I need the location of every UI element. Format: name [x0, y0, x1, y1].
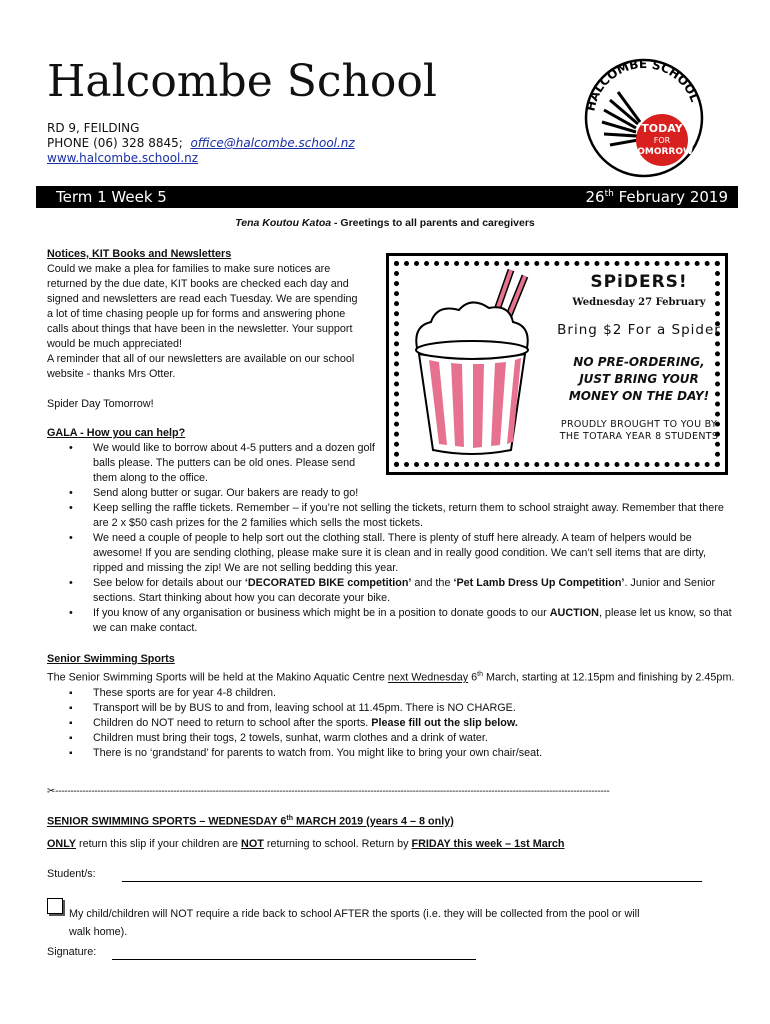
newsletter-date	[585, 186, 728, 208]
logo-today: TODAY	[641, 122, 683, 135]
slip-note-text: return this slip if your children are	[76, 838, 242, 850]
gala-item-text: , please let us know, so that we can make contact.	[93, 607, 732, 634]
slip-not: NOT	[241, 838, 264, 850]
slip-heading-text: MARCH 2019 (years 4 – 8 only)	[292, 815, 454, 828]
gala-item-text: If you know of any organisation or business which might be in a position to donate goods to our	[93, 607, 550, 619]
poster-credit-1: PROUDLY BROUGHT TO YOU BY	[560, 419, 718, 430]
poster-credit-2: THE TOTARA YEAR 8 STUDENTS	[559, 431, 719, 442]
students-field[interactable]	[122, 881, 702, 882]
list-item	[47, 531, 737, 576]
signature-field[interactable]	[112, 959, 476, 960]
greeting	[0, 217, 770, 229]
school-name: Halcombe School	[47, 56, 437, 107]
slip-heading-text: SENIOR SWIMMING SPORTS – WEDNESDAY 6	[47, 815, 287, 828]
gala-item-text: Send along butter or sugar. Our bakers are ready to go!	[93, 487, 359, 499]
fill-slip-note: Please fill out the slip below.	[371, 716, 518, 729]
address-line: RD 9, FEILDING	[47, 121, 140, 135]
swim-day: 6	[468, 671, 478, 684]
swim-sup: th	[477, 671, 483, 678]
poster-no-preorder-1: NO PRE-ORDERING,	[573, 355, 705, 369]
list-item	[47, 576, 737, 606]
notices-para-1: Could we make a plea for families to make sure notices are returned by the due date, KIT books are checked each day and signed and newsletters are read each Tuesday. We are spending a lot of time chasing people up for forms and answering phone calls about things that have been in the newsletter. Your support would be much appreciated!	[47, 263, 358, 350]
gala-heading: GALA - How you can help?	[47, 427, 186, 439]
contact-line	[47, 136, 355, 151]
logo-arc-text: HALCOMBE SCHOOL	[583, 56, 702, 113]
swim-text: The Senior Swimming Sports will be held at the Makino Aquatic Centre	[47, 671, 388, 684]
logo-tomorrow: TOMORROW	[631, 147, 693, 157]
list-item	[47, 486, 737, 501]
cut-line: ✂---------------------------------------------------------------------------------------------------------------------------------------------------------------------------------------	[47, 786, 610, 797]
no-ride-text-2: walk home).	[69, 926, 128, 938]
list-item	[47, 606, 737, 636]
poster-bring: Bring $2 For a Spider	[557, 322, 721, 338]
greeting-maori: Tena Koutou Katoa	[235, 217, 332, 229]
gala-item-text: . Junior and Senior sections. Start thinking about how you can decorate your bike.	[93, 577, 716, 604]
signature-label: Signature:	[47, 946, 97, 958]
slip-heading-sup: th	[286, 815, 293, 822]
gala-item-text: Keep selling the raffle tickets. Remember – if you’re not selling the tickets, return them to school straight away. Remember that there are 2 x $50 cash prizes for the 2 families which sells the most tickets.	[93, 502, 724, 529]
slip-note-text: returning to school. Return by	[263, 838, 412, 850]
gala-item-text: We would like to borrow about 4-5 putters and a dozen golf balls please. The putters can be old ones. Please send them along to the office.	[93, 442, 375, 484]
gala-section	[47, 426, 737, 636]
address-block	[47, 121, 355, 166]
no-ride-checkbox[interactable]	[47, 898, 63, 914]
list-item	[47, 701, 737, 716]
email-link[interactable]: office@halcombe.school.nz	[190, 136, 355, 150]
swim-text: March, starting at 12.15pm and finishing by 2.45pm.	[482, 671, 735, 684]
list-item	[47, 746, 737, 761]
phone-text: PHONE (06) 328 8845;	[47, 136, 183, 150]
notices-para-3: Spider Day Tomorrow!	[47, 398, 154, 410]
term-bar	[36, 186, 738, 208]
lamb-competition: ‘Pet Lamb Dress Up Competition’	[453, 577, 625, 589]
swim-next-wed: next Wednesday	[387, 671, 469, 684]
poster-no-preorder-3: MONEY ON THE DAY!	[568, 389, 710, 403]
swim-item-text: These sports are for year 4-8 children.	[93, 686, 277, 699]
date-suffix: th	[604, 189, 614, 199]
swimming-section	[47, 652, 737, 761]
auction-word: AUCTION	[549, 607, 599, 619]
notices-para-2: A reminder that all of our newsletters are available on our school website - thanks Mrs Otter.	[47, 353, 355, 380]
date-rest: February 2019	[618, 188, 728, 206]
list-item	[47, 441, 378, 486]
date-day: 26	[585, 188, 605, 206]
students-label: Student/s:	[47, 868, 96, 880]
greeting-rest: - Greetings to all parents and caregivers	[331, 217, 535, 229]
swim-item-text: There is no ‘grandstand’ for parents to watch from. You might like to bring your own chair/seat.	[93, 746, 543, 759]
swim-item-text: Transport will be by BUS to and from, leaving school at 11.45pm. There is NO CHARGE.	[93, 701, 516, 714]
list-item	[47, 716, 737, 731]
poster-no-preorder	[539, 354, 739, 405]
school-logo	[580, 52, 708, 180]
swim-item-text: Children must bring their togs, 2 towels, sunhat, warm clothes and a drink of water.	[93, 731, 488, 744]
swim-item-text: Children do NOT need to return to school after the sports.	[93, 716, 372, 729]
bike-competition: ‘DECORATED BIKE competition’	[244, 577, 412, 589]
gala-list	[47, 441, 737, 636]
gala-item-text: We need a couple of people to help sort out the clothing stall. There is plenty of stuff here already. A team of helpers would be awesome! If you are sending clothing, please make sure it is clean and in really good condition. We can’t sell items that are dirty, ripped and missing the zip! We are not selling bedding this year.	[93, 532, 706, 574]
term-week: Term 1 Week 5	[56, 188, 167, 206]
slip-friday: FRIDAY this week – 1st March	[411, 838, 565, 850]
slip-heading	[47, 815, 454, 828]
list-item	[47, 686, 737, 701]
slip-instructions	[47, 838, 565, 850]
logo-for: FOR	[653, 136, 671, 145]
poster-no-preorder-2: JUST BRING YOUR	[579, 372, 699, 386]
list-item	[47, 501, 737, 531]
swimming-list	[47, 686, 737, 761]
gala-item-text: and the	[411, 577, 454, 589]
swimming-para	[47, 667, 737, 686]
notices-section	[47, 247, 362, 412]
list-item	[47, 731, 737, 746]
poster-date: Wednesday 27 February	[572, 297, 706, 308]
website-link[interactable]: www.halcombe.school.nz	[47, 151, 199, 165]
no-ride-text-1: My child/children will NOT require a ride back to school AFTER the sports (i.e. they will be collected from the pool or will	[69, 908, 640, 920]
notices-heading: Notices, KIT Books and Newsletters	[47, 248, 232, 260]
poster-title: SPiDERS!	[590, 272, 688, 292]
slip-only: ONLY	[47, 838, 77, 850]
gala-item-text: See below for details about our	[93, 577, 245, 589]
swimming-heading: Senior Swimming Sports	[47, 653, 175, 665]
